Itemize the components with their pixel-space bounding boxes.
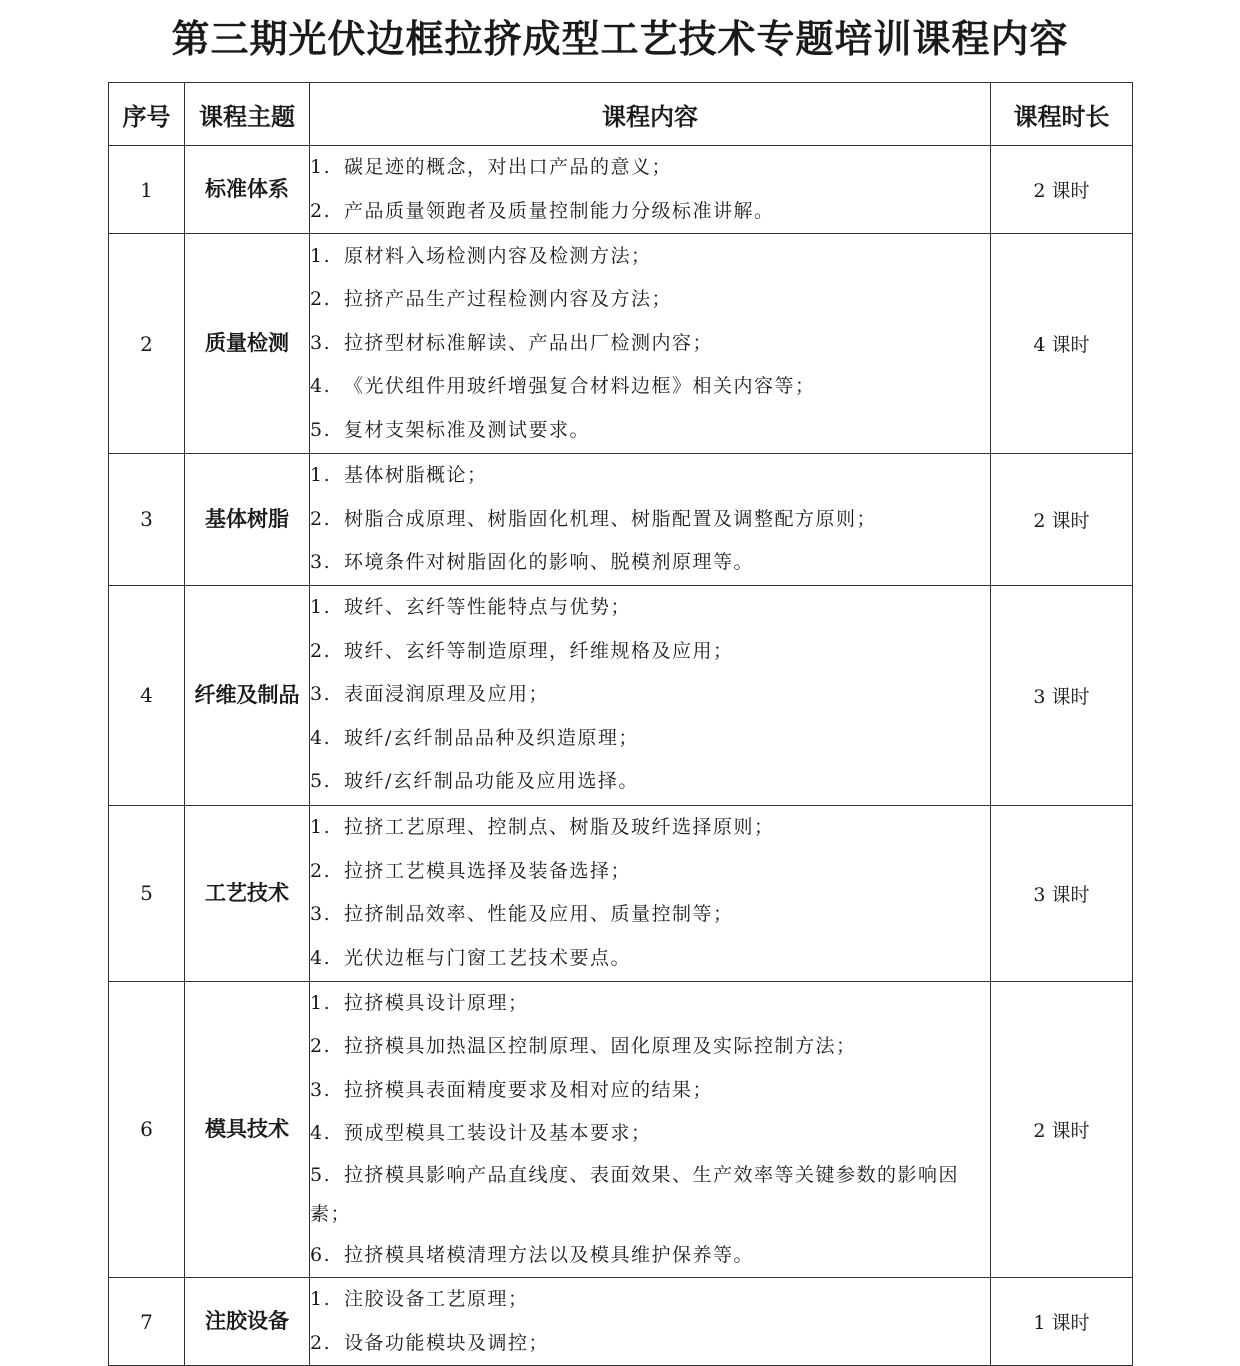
content-item-number: 1. xyxy=(310,464,332,486)
content-item xyxy=(310,322,990,366)
course-topic: 工艺技术 xyxy=(185,805,310,981)
table-body xyxy=(109,146,1133,1366)
content-item-number: 4. xyxy=(310,375,332,398)
content-item-number: 6. xyxy=(310,1243,332,1266)
course-content xyxy=(310,981,991,1278)
content-item-text: 表面浸润原理及应用； xyxy=(344,683,550,706)
course-content xyxy=(310,805,991,981)
content-item-text: 树脂合成原理、树脂固化机理、树脂配置及调整配方原则； xyxy=(344,507,878,530)
table-row xyxy=(109,146,1133,234)
content-item-number: 1. xyxy=(310,156,332,178)
content-item xyxy=(310,235,990,279)
course-content xyxy=(310,146,991,234)
content-item xyxy=(310,1322,990,1366)
course-hours: 1 课时 xyxy=(991,1278,1133,1366)
content-item xyxy=(310,760,990,804)
table-row xyxy=(109,805,1133,981)
content-item xyxy=(310,850,990,894)
course-hours: 2 课时 xyxy=(991,981,1133,1278)
content-item xyxy=(310,937,990,981)
content-item-text: 拉挤制品效率、性能及应用、质量控制等； xyxy=(344,903,734,925)
content-item-number: 3. xyxy=(310,903,332,925)
course-hours: 3 课时 xyxy=(991,805,1133,981)
content-item-text: 碳足迹的概念，对出口产品的意义； xyxy=(344,156,673,178)
course-content xyxy=(310,234,991,454)
content-item-number: 3. xyxy=(310,331,332,354)
content-item-number: 4. xyxy=(310,726,332,749)
row-number: 2 xyxy=(109,234,185,454)
row-number: 7 xyxy=(109,1278,185,1366)
table-row xyxy=(109,454,1133,586)
header-hours: 课程时长 xyxy=(991,83,1133,146)
course-hours: 4 课时 xyxy=(991,234,1133,454)
course-hours: 2 课时 xyxy=(991,146,1133,234)
content-item xyxy=(310,982,990,1026)
course-topic: 注胶设备 xyxy=(185,1278,310,1366)
content-item-number: 3. xyxy=(310,1078,332,1101)
content-item xyxy=(310,1156,990,1234)
course-content xyxy=(310,585,991,805)
content-item-text: 拉挤工艺模具选择及装备选择； xyxy=(344,859,632,882)
content-item-text: 注胶设备工艺原理； xyxy=(344,1288,529,1310)
content-item-text: 玻纤、玄纤等制造原理，纤维规格及应用； xyxy=(344,639,734,662)
table-row xyxy=(109,585,1133,805)
content-item-text: 玻纤/玄纤制品品种及织造原理； xyxy=(344,726,639,749)
content-item-number: 5. xyxy=(310,770,332,793)
content-item xyxy=(310,586,990,630)
content-item-number: 1. xyxy=(310,244,332,267)
content-item xyxy=(310,673,990,717)
content-item-text: 拉挤工艺原理、控制点、树脂及玻纤选择原则； xyxy=(344,816,775,838)
content-item-text: 玻纤/玄纤制品功能及应用选择。 xyxy=(344,770,639,793)
content-item-text: 拉挤模具表面精度要求及相对应的结果； xyxy=(344,1078,714,1101)
row-number: 6 xyxy=(109,981,185,1278)
content-item-text: 《光伏组件用玻纤增强复合材料边框》相关内容等； xyxy=(344,375,816,398)
course-topic: 模具技术 xyxy=(185,981,310,1278)
content-item-number: 2. xyxy=(310,859,332,882)
table-row xyxy=(109,1278,1133,1366)
row-number: 5 xyxy=(109,805,185,981)
content-item xyxy=(310,146,990,190)
content-item-number: 2. xyxy=(310,639,332,662)
content-item-text: 设备功能模块及调控； xyxy=(344,1331,550,1354)
content-item xyxy=(310,1025,990,1069)
content-item-number: 1. xyxy=(310,596,332,619)
content-item xyxy=(310,1234,990,1278)
content-item xyxy=(310,498,990,542)
content-item xyxy=(310,190,990,234)
course-topic: 纤维及制品 xyxy=(185,585,310,805)
header-topic: 课程主题 xyxy=(185,83,310,146)
content-item-number: 4. xyxy=(310,1122,332,1144)
table-row xyxy=(109,234,1133,454)
content-item xyxy=(310,409,990,453)
row-number: 4 xyxy=(109,585,185,805)
content-item-text: 拉挤模具设计原理； xyxy=(344,991,529,1014)
content-item-text: 基体树脂概论； xyxy=(344,464,488,486)
content-item-number: 2. xyxy=(310,1331,332,1354)
content-item xyxy=(310,1278,990,1322)
content-item-number: 2. xyxy=(310,288,332,311)
content-item-text: 玻纤、玄纤等性能特点与优势； xyxy=(344,596,632,619)
course-hours: 3 课时 xyxy=(991,585,1133,805)
row-number: 3 xyxy=(109,454,185,586)
header-content: 课程内容 xyxy=(310,83,991,146)
content-item-text: 拉挤产品生产过程检测内容及方法； xyxy=(344,288,673,311)
content-item-number: 4. xyxy=(310,946,332,969)
content-item xyxy=(310,806,990,850)
content-item-text: 复材支架标准及测试要求。 xyxy=(344,418,591,441)
content-item-number: 2. xyxy=(310,1035,332,1057)
course-hours: 2 课时 xyxy=(991,454,1133,586)
content-item-number: 2. xyxy=(310,199,332,222)
content-item xyxy=(310,541,990,585)
content-item xyxy=(310,454,990,498)
content-item-number: 1. xyxy=(310,991,332,1014)
content-item-text: 环境条件对树脂固化的影响、脱模剂原理等。 xyxy=(344,551,755,573)
content-item-text: 拉挤模具堵模清理方法以及模具维护保养等。 xyxy=(344,1243,755,1266)
content-item xyxy=(310,365,990,409)
course-content xyxy=(310,454,991,586)
content-item-text: 拉挤模具影响产品直线度、表面效果、生产效率等关键参数的影响因素； xyxy=(310,1163,960,1225)
content-item-number: 1. xyxy=(310,816,332,838)
content-item xyxy=(310,717,990,761)
course-content xyxy=(310,1278,991,1366)
content-item xyxy=(310,1112,990,1156)
table-header-row xyxy=(109,83,1133,146)
page-title: 第三期光伏边框拉挤成型工艺技术专题培训课程内容 xyxy=(171,17,1069,61)
content-item-number: 1. xyxy=(310,1288,332,1310)
content-item-number: 2. xyxy=(310,507,332,530)
content-item xyxy=(310,1069,990,1113)
course-topic: 标准体系 xyxy=(185,146,310,234)
table-row xyxy=(109,981,1133,1278)
content-item-text: 产品质量领跑者及质量控制能力分级标准讲解。 xyxy=(344,199,775,222)
content-item xyxy=(310,893,990,937)
content-item-text: 拉挤型材标准解读、产品出厂检测内容； xyxy=(344,331,714,354)
header-no: 序号 xyxy=(109,83,185,146)
course-topic: 质量检测 xyxy=(185,234,310,454)
content-item-number: 3. xyxy=(310,683,332,706)
row-number: 1 xyxy=(109,146,185,234)
content-item-text: 原材料入场检测内容及检测方法； xyxy=(344,244,652,267)
content-item-text: 预成型模具工装设计及基本要求； xyxy=(344,1122,652,1144)
content-item xyxy=(310,630,990,674)
content-item-text: 光伏边框与门窗工艺技术要点。 xyxy=(344,946,632,969)
course-topic: 基体树脂 xyxy=(185,454,310,586)
content-item-number: 5. xyxy=(310,1163,332,1186)
course-table xyxy=(108,82,1133,1366)
content-item-text: 拉挤模具加热温区控制原理、固化原理及实际控制方法； xyxy=(344,1035,857,1057)
content-item-number: 3. xyxy=(310,551,332,573)
content-item-number: 5. xyxy=(310,418,332,441)
content-item xyxy=(310,278,990,322)
